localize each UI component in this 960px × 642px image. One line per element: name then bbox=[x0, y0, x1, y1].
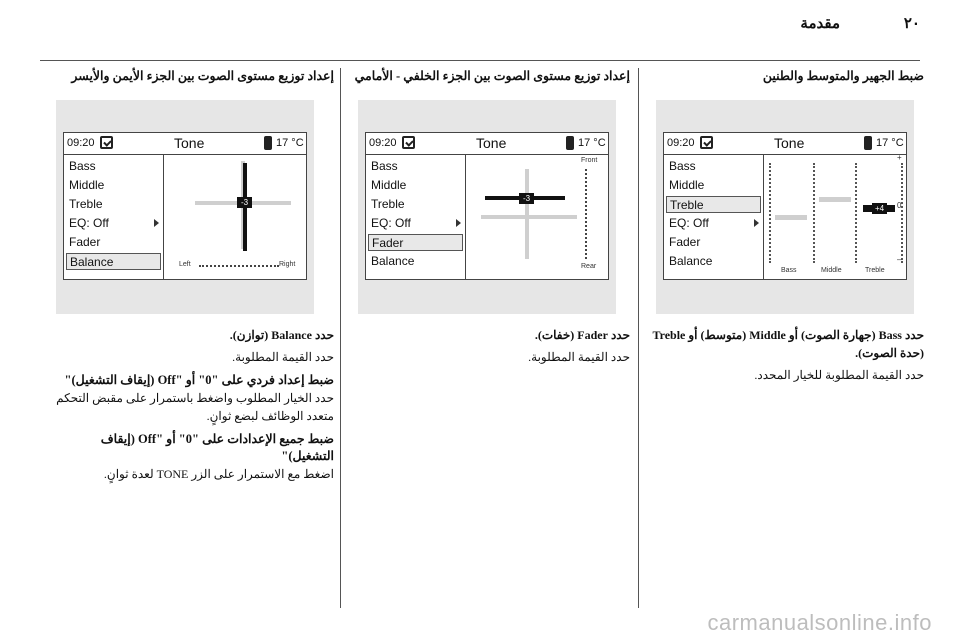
section-body bbox=[348, 326, 630, 366]
screen-figure bbox=[358, 100, 616, 314]
menu-item-treble[interactable]: Treble bbox=[666, 196, 761, 213]
screen-figure bbox=[56, 100, 314, 314]
eq-bar-middle bbox=[819, 197, 851, 202]
submenu-arrow-icon bbox=[154, 219, 159, 227]
instruction-select-value: حدد القيمة المطلوبة. bbox=[528, 350, 630, 364]
menu-item-bass[interactable]: Bass bbox=[69, 159, 96, 173]
instruction-select-band: حدد Bass (جهارة الصوت) أو Middle (متوسط) أو Treble (حدة الصوت). bbox=[652, 328, 924, 360]
menu-item-eq-label: EQ: Off bbox=[69, 216, 109, 230]
eq-label-bass: Bass bbox=[781, 267, 797, 274]
subheading-reset-single: ضبط إعداد فردي على "0" أو "Off (إيقاف التشغيل)" bbox=[64, 373, 334, 387]
section-heading: إعداد توزيع مستوى الصوت بين الجزء الخلفي - الأمامي bbox=[354, 69, 630, 83]
column-fader bbox=[348, 68, 630, 370]
menu-item-balance[interactable]: Balance bbox=[371, 254, 415, 268]
section-body bbox=[646, 326, 924, 384]
menu-item-eq[interactable] bbox=[66, 215, 161, 232]
menu-item-fader[interactable]: Fader bbox=[69, 235, 101, 249]
fader-label-front: Front bbox=[581, 157, 598, 164]
menu-item-bass[interactable]: Bass bbox=[371, 159, 398, 173]
eq-dotted-line bbox=[855, 163, 857, 263]
fader-value-badge: -3 bbox=[519, 193, 534, 204]
display-screen bbox=[63, 132, 307, 280]
menu-item-balance[interactable]: Balance bbox=[669, 254, 713, 268]
page-header bbox=[40, 14, 920, 38]
balance-scale-dots bbox=[199, 265, 279, 267]
clock-icon bbox=[402, 136, 415, 149]
eq-scale-plus: + bbox=[897, 153, 902, 162]
fader-horizontal-track bbox=[481, 215, 577, 219]
instruction-reset-all: اضغط مع الاستمرار على الزر TONE لعدة ثوانٍ. bbox=[103, 467, 334, 481]
eq-dotted-line bbox=[813, 163, 815, 263]
menu-item-eq[interactable] bbox=[666, 215, 761, 232]
screen-title: Tone bbox=[174, 135, 205, 151]
thermometer-icon bbox=[264, 136, 272, 150]
column-divider-right bbox=[638, 68, 639, 608]
balance-label-right: Right bbox=[279, 261, 296, 268]
status-bar bbox=[64, 133, 306, 155]
clock-icon bbox=[100, 136, 113, 149]
eq-bar-bass bbox=[775, 215, 807, 220]
menu-item-eq-label: EQ: Off bbox=[371, 216, 411, 230]
temperature: 17 °C bbox=[578, 137, 606, 149]
page-number: ٢٠ bbox=[903, 16, 920, 32]
display-screen bbox=[365, 132, 609, 280]
column-divider-left bbox=[340, 68, 341, 608]
fader-vertical-track bbox=[525, 169, 529, 259]
menu-item-eq[interactable] bbox=[368, 215, 463, 232]
section-heading: ضبط الجهير والمتوسط والطنين bbox=[762, 69, 924, 83]
thermometer-icon bbox=[864, 136, 872, 150]
tone-menu bbox=[366, 155, 466, 279]
instruction-reset-single: حدد الخيار المطلوب واضغط باستمرار على مقبض التحكم متعدد الوظائف لبضع ثوانٍ. bbox=[56, 391, 334, 423]
page-title: مقدمة bbox=[800, 16, 840, 32]
menu-item-fader[interactable]: Fader bbox=[368, 234, 463, 251]
subheading-reset-all: ضبط جميع الإعدادات على "0" أو "Off (إيقاف التشغيل)" bbox=[100, 432, 334, 463]
menu-item-treble[interactable]: Treble bbox=[69, 197, 103, 211]
eq-label-middle: Middle bbox=[821, 267, 842, 274]
section-heading: إعداد توزيع مستوى الصوت بين الجزء الأيمن والأيسر bbox=[71, 69, 334, 83]
menu-item-middle[interactable]: Middle bbox=[69, 178, 105, 192]
menu-item-bass[interactable]: Bass bbox=[669, 159, 696, 173]
instruction-select-fader: حدد Fader (خفات). bbox=[534, 328, 630, 342]
equalizer-graphic bbox=[765, 155, 906, 279]
fader-label-rear: Rear bbox=[581, 263, 597, 270]
column-tone-bands bbox=[646, 68, 924, 388]
clock-time: 09:20 bbox=[369, 137, 397, 149]
fader-scale-dots bbox=[585, 169, 587, 259]
clock-time: 09:20 bbox=[67, 137, 95, 149]
clock-icon bbox=[700, 136, 713, 149]
instruction-select-value: حدد القيمة المطلوبة. bbox=[232, 350, 334, 364]
thermometer-icon bbox=[566, 136, 574, 150]
instruction-select-value: حدد القيمة المطلوبة للخيار المحدد. bbox=[754, 368, 924, 382]
balance-label-left: Left bbox=[179, 261, 191, 268]
menu-item-balance[interactable]: Balance bbox=[66, 253, 161, 270]
menu-item-treble[interactable]: Treble bbox=[371, 197, 405, 211]
column-balance bbox=[46, 68, 334, 487]
submenu-arrow-icon bbox=[456, 219, 461, 227]
header-rule bbox=[40, 60, 920, 61]
menu-item-middle[interactable]: Middle bbox=[371, 178, 407, 192]
screen-title: Tone bbox=[774, 135, 805, 151]
eq-scale-zero: 0 bbox=[897, 201, 902, 210]
watermark: carmanualsonline.info bbox=[707, 610, 932, 635]
temperature: 17 °C bbox=[876, 137, 904, 149]
menu-item-middle[interactable]: Middle bbox=[669, 178, 705, 192]
balance-graphic bbox=[165, 155, 306, 279]
instruction-select-balance: حدد Balance (توازن). bbox=[229, 328, 334, 342]
tone-menu bbox=[64, 155, 164, 279]
clock-time: 09:20 bbox=[667, 137, 695, 149]
eq-dotted-line bbox=[901, 163, 903, 263]
menu-item-fader[interactable]: Fader bbox=[669, 235, 701, 249]
status-bar bbox=[664, 133, 906, 155]
eq-value-badge: +4 bbox=[872, 203, 887, 214]
balance-value-badge: -3 bbox=[237, 197, 252, 208]
eq-label-treble: Treble bbox=[865, 267, 885, 274]
status-bar bbox=[366, 133, 608, 155]
eq-dotted-line bbox=[769, 163, 771, 263]
section-body bbox=[46, 326, 334, 483]
temperature: 17 °C bbox=[276, 137, 304, 149]
eq-scale-minus: – bbox=[897, 255, 902, 264]
screen-title: Tone bbox=[476, 135, 507, 151]
submenu-arrow-icon bbox=[754, 219, 759, 227]
display-screen bbox=[663, 132, 907, 280]
screen-figure bbox=[656, 100, 914, 314]
tone-menu bbox=[664, 155, 764, 279]
fader-graphic bbox=[467, 155, 608, 279]
menu-item-eq-label: EQ: Off bbox=[669, 216, 709, 230]
